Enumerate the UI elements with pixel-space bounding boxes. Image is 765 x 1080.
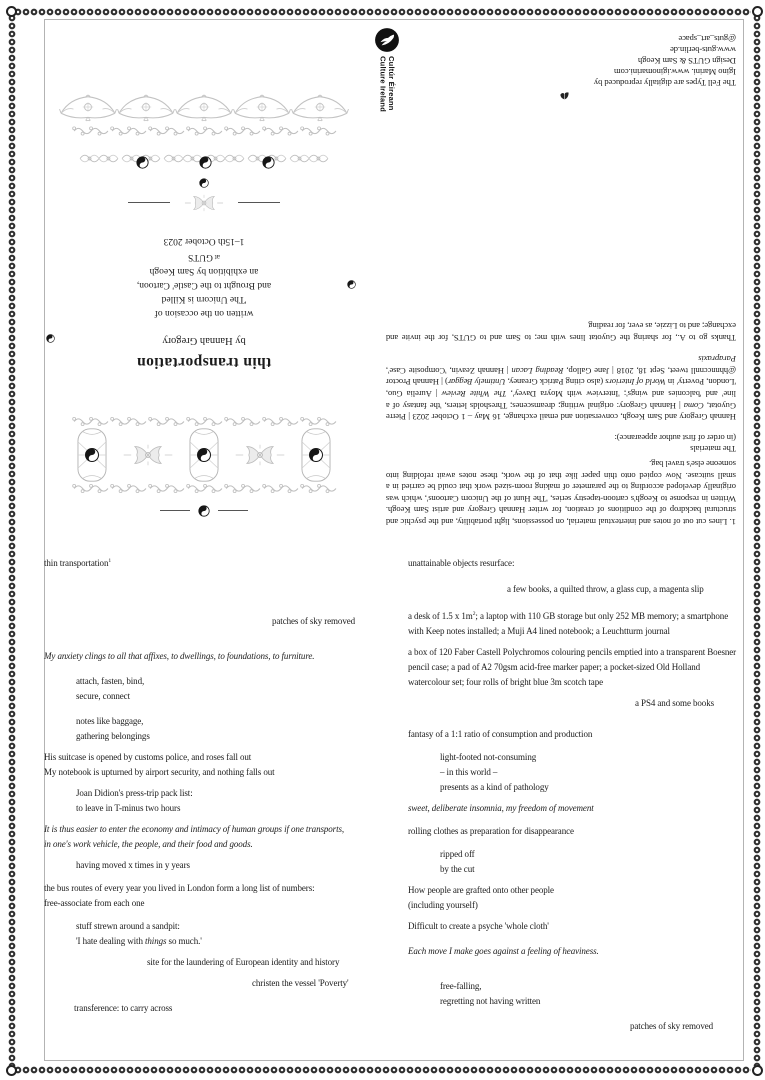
- occasion-block: [48, 234, 360, 320]
- yin-yang-icon: [262, 156, 275, 169]
- poem-line: [48, 292, 360, 306]
- fleuron-divider: [48, 192, 360, 214]
- text-segment: ) | Hannah Proctor @hhnnccnnll tweet, Sept 18, 2018 | Jane Gallop,: [386, 365, 736, 388]
- text-segment: 'I hate dealing with: [76, 936, 145, 946]
- poem-line: [76, 689, 384, 704]
- text-segment: by the cut: [440, 864, 475, 874]
- vine-ornament: [71, 415, 109, 428]
- poem-line: [76, 919, 384, 934]
- text-segment: light-footed not-consuming: [440, 752, 537, 762]
- text-segment: | Hannah Zeavin, 'Composite Case',: [385, 365, 512, 376]
- materials-list: [386, 353, 736, 423]
- text-segment: 1: [108, 558, 112, 564]
- text-segment: a box of 120 Faber Castell Polychromos colouring pencils emptied into a transparent Boesner pencil case; a pad of A2 70gsm acid-free marker paper; a pocket-sized Old Holland watercolour set; four rolls of bright blue 3m scotch tape: [408, 647, 737, 687]
- chain-border-top: [14, 8, 751, 16]
- poem-line: [408, 944, 740, 959]
- barrel-ornament: [71, 426, 113, 484]
- ornament-band-yinyang: [78, 146, 330, 172]
- poem-line: [44, 881, 384, 896]
- poem-line: [48, 264, 360, 278]
- vine-ornament: [109, 124, 147, 138]
- text-segment: The White Review: [441, 389, 507, 400]
- vine-ornament: [223, 124, 261, 138]
- poem-line: [559, 77, 736, 88]
- colophon-page: [379, 21, 736, 539]
- text-segment: transference: to carry across: [74, 1003, 173, 1013]
- barrel-ornament: [295, 426, 337, 484]
- text-segment: at: [212, 253, 221, 262]
- text-segment: a desk of 1.5 x 1m: [408, 611, 473, 621]
- text-segment: ripped off: [440, 849, 475, 859]
- poem-line: [76, 858, 384, 873]
- text-segment: (also citing Patrick Greaney,: [505, 377, 606, 388]
- chain-border-bottom: [14, 1066, 751, 1074]
- text-segment: the bus routes of every year you lived in London form a long list of numbers:: [44, 883, 315, 893]
- text-segment: patches of sky removed: [630, 1021, 714, 1031]
- poem-line: [408, 645, 740, 690]
- poem-line: [408, 556, 740, 571]
- author-byline: by Hannah Gregory: [162, 335, 246, 346]
- yin-yang-icon: [46, 334, 55, 343]
- poem-line: [76, 801, 384, 816]
- vine-ornament: [147, 124, 185, 138]
- poem-line: [440, 765, 740, 780]
- barrel-ornament: [183, 426, 225, 484]
- vine-ornament: [109, 415, 147, 428]
- text-segment: Joan Didion's press-trip pack list:: [76, 788, 193, 798]
- vine-ornament: [299, 124, 337, 138]
- poem-line: [272, 614, 384, 629]
- text-segment: World of Interiors: [605, 377, 666, 388]
- poem-line: [440, 750, 740, 765]
- vine-ornament: [299, 415, 337, 428]
- text-segment: Untimely Beggar: [447, 377, 506, 388]
- text-segment: GUTS: [188, 252, 213, 262]
- poem-line: [408, 919, 740, 934]
- poem-line: [559, 44, 736, 55]
- poem-line: [48, 278, 360, 292]
- text-segment: His suitcase is opened by customs police, and roses fall out: [44, 752, 252, 762]
- poem-line: [76, 729, 384, 744]
- poem-line: [507, 582, 740, 597]
- text-segment: an exhibition by Sam Keogh: [149, 266, 259, 276]
- poem-line: [559, 33, 736, 44]
- poem-line: [408, 883, 740, 898]
- yin-yang-icon: [347, 280, 356, 289]
- border-corner-rosette: [6, 6, 17, 17]
- logo-line: Cultúr Éireann: [387, 56, 397, 111]
- poem-line: [440, 979, 740, 994]
- text-segment: 1–15th October 2023: [163, 236, 245, 246]
- poem-line: [76, 714, 384, 729]
- ornament-frieze-small: [48, 124, 360, 138]
- swag-ornament: [175, 90, 233, 122]
- text-segment: christen the vessel 'Poverty': [252, 978, 349, 988]
- vine-ornament: [147, 415, 185, 428]
- knot-ornament: [78, 150, 120, 167]
- text-segment: It is thus easier to enter the economy and intimacy of human groups if one transports,: [44, 824, 345, 834]
- text-segment: Igino Marini. www.iginomarini.com: [614, 67, 736, 77]
- dove-icon: [374, 27, 400, 53]
- fleuron-cluster: [117, 441, 179, 469]
- text-segment: notes like baggage,: [76, 716, 144, 726]
- poem-line: [48, 250, 360, 264]
- swag-ornament: [117, 90, 175, 122]
- yin-yang-mark: [48, 178, 360, 188]
- text-segment: Parapraxis: [698, 354, 736, 365]
- text-segment: 2: [472, 611, 476, 617]
- ornament-band-large: [54, 415, 354, 495]
- text-segment: in one's work vehicle, the people, and their food and goods.: [44, 839, 253, 849]
- vine-ornament: [223, 482, 261, 495]
- poem-line: [44, 750, 384, 765]
- credit-lines: [559, 33, 736, 88]
- swag-ornament: [291, 90, 349, 122]
- text-segment: stuff strewn around a sandpit:: [76, 921, 180, 931]
- text-segment: having moved x times in y years: [76, 860, 190, 870]
- text-segment: free-falling,: [440, 981, 482, 991]
- materials-heading: The materials: [690, 444, 736, 455]
- poem-line: [76, 674, 384, 689]
- text-segment: ; a laptop with 110 GB storage but only 252 MB memory; a smartphone with Keep notes installed; a Muji A4 lined notebook; a Leuchtturm journal: [408, 611, 729, 636]
- chain-border-right: [753, 14, 761, 1066]
- poem-line: [252, 976, 384, 991]
- text-segment: – in this world –: [440, 767, 498, 777]
- poem-line: [440, 847, 740, 862]
- swag-ornament: [59, 90, 117, 122]
- chain-border-left: [8, 14, 16, 1066]
- poem-line: [74, 1001, 384, 1016]
- text-segment: (including yourself): [408, 900, 478, 910]
- fleuron-cluster: [229, 441, 291, 469]
- footnote-text: 1. Lines cut out of notes and intertextual material, on possessions, light portability, and the psychic and structural backdrop of the conditions of creation, for writer Hannah Gregory and artist Sam Keogh. Written in response to Keogh's cartoon-tapestry series, 'The Hunt of the Unicorn Cartoons', which was originally developed according to the parameter of making room-sized work that could be carried in a small suitcase. Now copied onto thin paper like that of the work, these notes await refolding into someone else's travel bag.: [386, 459, 736, 527]
- text-segment: Difficult to create a psyche 'whole cloth': [408, 921, 549, 931]
- poem-line: [408, 824, 740, 839]
- text-segment: Each move I make goes against a feeling of heaviness.: [408, 946, 599, 956]
- poem-line: [76, 786, 384, 801]
- poem-column-left: [44, 556, 384, 1056]
- text-segment: free-associate from each one: [44, 898, 145, 908]
- poem-spread: [44, 556, 740, 1056]
- poem-line: [44, 649, 384, 664]
- materials-subheading: (in order of first author appearance):: [614, 432, 736, 443]
- poem-column-right: [408, 556, 740, 1056]
- text-segment: My notebook is upturned by airport security, and nothing falls out: [44, 767, 275, 777]
- poem-line: [559, 66, 736, 77]
- text-segment: thin transportation: [44, 558, 109, 568]
- text-segment: a PS4 and some books: [635, 698, 715, 708]
- publication-title: thin transportation: [136, 354, 272, 371]
- vine-ornament: [261, 124, 299, 138]
- text-segment: regretting not having written: [440, 996, 541, 1006]
- poem-line: [147, 955, 384, 970]
- text-segment: and Brought to the Castle' Cartoon,: [136, 280, 272, 290]
- poem-line: [408, 609, 740, 639]
- yin-yang-icon: [198, 505, 210, 517]
- title-page: [48, 21, 360, 539]
- poem-line: [76, 934, 384, 949]
- yin-yang-icon: [199, 156, 212, 169]
- upper-half-rotated: [46, 21, 742, 545]
- text-segment: | Hannah Gregory: original writing; dreamscenes; Thresholds letters, 'the fantasy of a line' and 'balconies and wings'; 'Interview with Moyra Davey',: [385, 389, 736, 411]
- text-segment: rolling clothes as preparation for disappearance: [408, 826, 574, 836]
- text-segment: | Aurelia Guo, 'London, Poverty' in: [386, 377, 736, 400]
- border-corner-rosette: [752, 1065, 763, 1076]
- text-segment: presents as a kind of pathology: [440, 782, 549, 792]
- vine-ornament: [185, 415, 223, 428]
- text-segment: to leave in T-minus two hours: [76, 803, 181, 813]
- text-segment: gathering belongings: [76, 731, 150, 741]
- poem-line: [408, 727, 740, 742]
- text-segment: fantasy of a 1:1 ratio of consumption and production: [408, 729, 593, 739]
- border-corner-rosette: [6, 1065, 17, 1076]
- poem-line: [44, 556, 384, 571]
- text-segment: unattainable objects resurface:: [408, 558, 515, 568]
- text-segment: Hannah Gregory and Sam Keogh, conversation and email exchange, 16 May – 1 October 2023 | Pierre Guyotat,: [386, 400, 736, 423]
- border-corner-rosette: [752, 6, 763, 17]
- vine-ornament: [261, 482, 299, 495]
- poem-line: [48, 306, 360, 320]
- text-segment: How people are grafted onto other people: [408, 885, 554, 895]
- poem-line: [440, 994, 740, 1009]
- knot-ornament: [288, 150, 330, 167]
- poem-line: [630, 1019, 740, 1034]
- text-segment: attach, fasten, bind,: [76, 676, 145, 686]
- culture-ireland-wordmark: [379, 56, 396, 112]
- poem-line: [559, 55, 736, 66]
- credits-block: [559, 33, 736, 101]
- yin-yang-icon: [136, 156, 149, 169]
- acknowledgements: Thanks go to A., for sharing the Guyotat lines with me; to Sam and to GUTS, for the invite and exchange; and to Lizzie, as ever, for reading: [386, 321, 736, 343]
- poem-line: [408, 801, 740, 816]
- text-segment: @guts_art_space: [678, 34, 736, 44]
- yin-yang-icon: [199, 178, 209, 188]
- poem-line: [440, 862, 740, 877]
- text-segment: patches of sky removed: [272, 616, 356, 626]
- text-segment: secure, connect: [76, 691, 130, 701]
- text-segment: Coma: [683, 400, 704, 411]
- text-segment: a few books, a quilted throw, a glass cup, a magenta slip: [507, 584, 704, 594]
- text-segment: things: [145, 936, 167, 946]
- poem-line: [44, 896, 384, 911]
- text-segment: My anxiety clings to all that affixes, to dwellings, to foundations, to furniture.: [44, 651, 315, 661]
- vine-ornament: [109, 482, 147, 495]
- logo-line: Culture Ireland: [379, 56, 388, 112]
- text-segment: written on the occasion of: [154, 308, 254, 318]
- text-segment: 'The Unicorn is Killed: [161, 294, 247, 304]
- poem-line: [44, 837, 384, 852]
- vine-ornament: [261, 415, 299, 428]
- fleuron-cluster: [178, 192, 230, 214]
- text-segment: www.guts-berlin.de: [670, 45, 736, 55]
- poem-line: [440, 780, 740, 795]
- poem-line: [408, 898, 740, 913]
- text-segment: Reading Lacan: [511, 365, 564, 376]
- poem-line: [48, 234, 360, 248]
- yin-yang-divider: [48, 505, 360, 517]
- text-segment: site for the laundering of European identity and history: [147, 957, 340, 967]
- text-segment: The Fell Types are digitally reproduced by: [593, 78, 736, 88]
- poem-line: [44, 765, 384, 780]
- vine-ornament: [185, 124, 223, 138]
- poem-line: [44, 822, 384, 837]
- text-segment: Design GUTS & Sam Keogh: [638, 56, 736, 66]
- vine-ornament: [147, 482, 185, 495]
- vine-ornament: [71, 124, 109, 138]
- culture-ireland-logo: [374, 27, 400, 112]
- text-segment: sweet, deliberate insomnia, my freedom of movement: [408, 803, 594, 813]
- poem-line: [635, 696, 740, 711]
- ornament-frieze-large: [48, 90, 360, 122]
- swag-ornament: [233, 90, 291, 122]
- fleuron-icon: [559, 91, 570, 101]
- text-segment: so much.': [166, 936, 202, 946]
- vine-ornament: [223, 415, 261, 428]
